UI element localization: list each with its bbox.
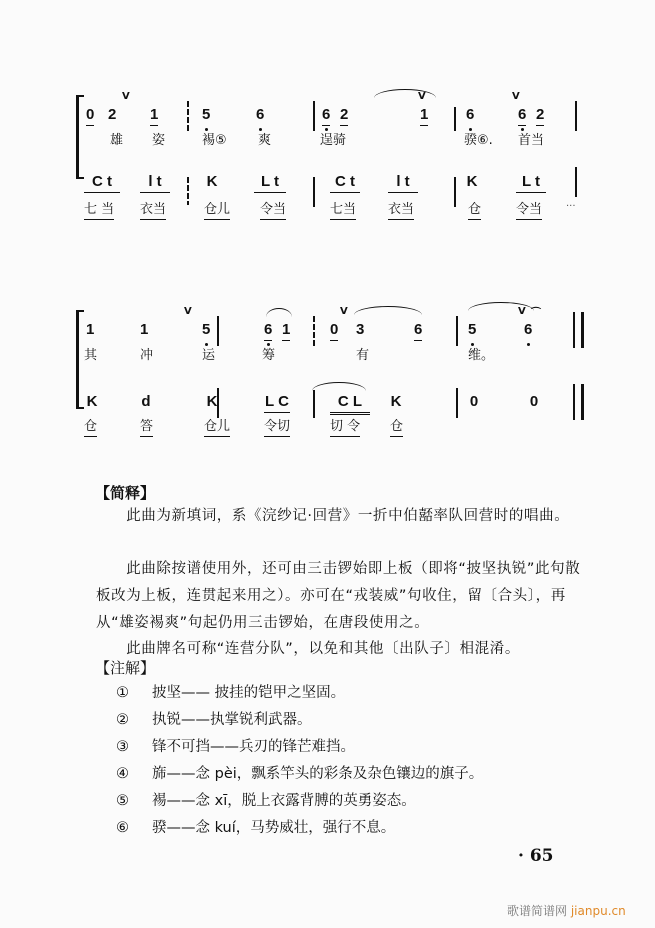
barline (456, 316, 458, 346)
breath-mark: V (184, 306, 192, 317)
continuation-dots: ··· (566, 201, 576, 212)
note: 2 (340, 105, 348, 126)
slur (312, 382, 366, 391)
watermark: 歌谱简谱网 jianpu.cn (507, 904, 626, 918)
note: 0 (86, 105, 94, 126)
note: 1 (420, 105, 428, 126)
percussion-word: 令当 (260, 201, 286, 220)
fermata-icon: ⌒ (531, 308, 541, 319)
note-item: ① 披坚—— 披挂的铠甲之坚固。 (116, 685, 346, 701)
note: 5 (468, 321, 477, 338)
note: 1 (86, 321, 95, 338)
note: 5 (202, 106, 211, 123)
percussion-word: 衣当 (388, 201, 414, 220)
note: 6 (466, 106, 475, 123)
commentary-paragraph: 此曲除按谱使用外，还可由三击锣始即上板（即将“披坚执锐”此句散板改为上板，连贯起来用之）。亦可在“戎装威”句收住，留〔合头〕，再从“雄姿裼爽”句起仍用三击锣始，在唐段使用之。 (96, 561, 581, 631)
percussion-word: 仓 (468, 201, 481, 220)
percussion-word: 答 (140, 418, 153, 437)
note: 0 (330, 320, 338, 341)
note: L t (516, 172, 546, 193)
note: 6 (518, 105, 526, 126)
notes-heading: 【注解】 (95, 659, 156, 677)
slur (374, 89, 436, 98)
slur (266, 308, 292, 317)
note-item: ④ 旆——念 pèi，飘系竿头的彩条及杂色镶边的旗子。 (116, 766, 484, 782)
lyric: 运 (202, 348, 216, 363)
barline (575, 167, 577, 197)
percussion-word: 仓儿 (204, 418, 230, 437)
system-brace (76, 310, 84, 409)
note: 2 (108, 106, 117, 123)
note: K (390, 393, 402, 410)
barline (575, 101, 577, 131)
barline (454, 107, 456, 131)
lyric: 有 (356, 348, 370, 363)
final-barline (573, 384, 584, 420)
lyric: 其 (84, 348, 98, 363)
lyric: 姿 (152, 133, 166, 148)
percussion-word: 仓 (390, 418, 403, 437)
percussion-row (84, 172, 579, 196)
breath-mark: V (512, 91, 520, 102)
barline (313, 316, 315, 346)
lyric: 裼⑤ (202, 133, 227, 148)
lyric: 爽 (258, 133, 272, 148)
breath-mark: V (518, 306, 526, 317)
barline (187, 101, 189, 131)
score-system-1 (84, 91, 579, 235)
note: 3 (356, 321, 365, 338)
note: L C (264, 392, 290, 413)
note: l t (388, 172, 418, 193)
melody-row (84, 320, 579, 344)
note: l t (140, 172, 170, 193)
note: 1 (140, 321, 149, 338)
barline (217, 388, 219, 418)
lyric: 冲 (140, 348, 154, 363)
note: 6 (524, 321, 533, 338)
breath-mark: V (340, 306, 348, 317)
slur (354, 306, 422, 315)
note: 6 (322, 105, 330, 126)
note: 1 (282, 320, 290, 341)
note: 6 (414, 320, 422, 341)
note: d (141, 393, 151, 410)
commentary-heading: 【简释】 (95, 484, 156, 502)
note: 1 (150, 105, 158, 126)
lyric: 雄 (110, 133, 124, 148)
lyric: 逞骑 (320, 133, 347, 148)
lyric: 筹 (262, 348, 276, 363)
commentary-paragraph: 此曲为新填词，系《浣纱记·回营》一折中伯嚭率队回营时的唱曲。 (96, 508, 570, 524)
percussion-word: 七 当 (84, 201, 114, 220)
lyric: 维。 (468, 348, 495, 363)
note-item: ⑤ 裼——念 xī，脱上衣露背膊的英勇姿态。 (116, 793, 416, 809)
percussion-word: 衣当 (140, 201, 166, 220)
final-barline (573, 312, 584, 348)
note: C L (330, 392, 370, 415)
page-number: · 65 (518, 846, 554, 866)
note: C t (330, 172, 360, 193)
score-system-2 (84, 306, 579, 450)
note: C t (84, 172, 120, 193)
barline (313, 390, 315, 418)
breath-mark: V (418, 91, 426, 102)
lyrics-row (84, 347, 579, 371)
lyric: 首当 (518, 133, 545, 148)
note: 2 (536, 105, 544, 126)
note: K (466, 173, 478, 190)
note-item: ② 执锐——执掌锐利武器。 (116, 712, 312, 728)
melody-row (84, 105, 579, 129)
note: 6 (264, 320, 272, 341)
note: 0 (469, 393, 479, 410)
lyric: 骙⑥. (464, 133, 493, 148)
percussion-row (84, 392, 579, 416)
commentary-paragraph: 此曲牌名可称“连营分队”，以免和其他〔出队子〕相混淆。 (96, 641, 520, 657)
note-item: ⑥ 骙——念 kuí，马势威壮，强行不息。 (116, 820, 396, 836)
note: 5 (202, 321, 211, 338)
barline (217, 316, 219, 346)
percussion-words-row (84, 418, 579, 442)
slur (468, 302, 534, 311)
note: 6 (256, 106, 265, 123)
barline (313, 101, 315, 131)
percussion-word: 令当 (516, 201, 542, 220)
note: L t (254, 172, 286, 193)
percussion-word: 令切 (264, 418, 290, 437)
system-brace (76, 95, 84, 179)
note-item: ③ 锋不可挡——兵刃的锋芒难挡。 (116, 739, 355, 755)
percussion-word: 仓 (84, 418, 97, 437)
percussion-word: 切 令 (330, 418, 360, 437)
percussion-word: 仓儿 (204, 201, 230, 220)
note: K (86, 393, 98, 410)
percussion-words-row (84, 201, 579, 225)
barline (456, 388, 458, 418)
breath-mark: V (122, 91, 130, 102)
lyrics-row (84, 132, 579, 156)
percussion-word: 七当 (330, 201, 356, 220)
note: K (206, 173, 218, 190)
note: 0 (529, 393, 539, 410)
note: K (206, 393, 218, 410)
